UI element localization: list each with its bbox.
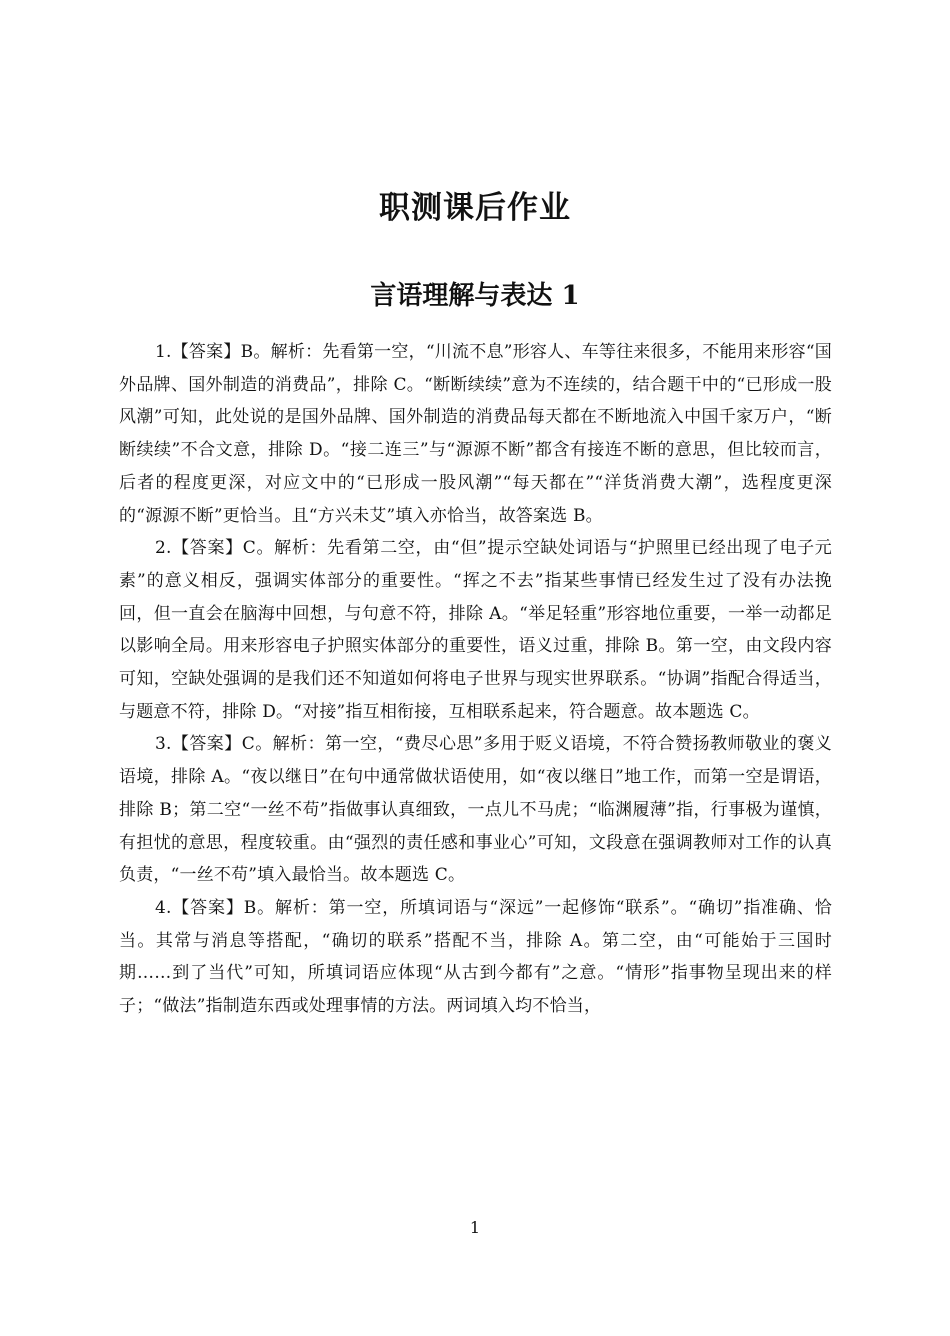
page-number: 1 xyxy=(469,1218,481,1237)
answer-paragraph-4: 4.【答案】B。解析：第一空，所填词语与“深远”一起修饰“联系”。“确切”指准确、恰当。其常与消息等搭配，“确切的联系”搭配不当，排除 A。第二空，由“可能始于三国时期……到了当代”可知，所填词语应体现“从古到今都有”之意。“情形”指事物呈现出来的样子；“做法”指制造东西或处理事情的方法。两词填入均不恰当， xyxy=(119,897,832,1017)
section-subtitle: 言语理解与表达 1 xyxy=(370,281,580,311)
answer-list xyxy=(119,336,832,1023)
answer-paragraph-3: 3.【答案】C。解析：第一空，“费尽心思”多用于贬义语境，不符合赞扬教师敬业的褒义语境，排除 A。“夜以继日”在句中通常做状语使用，如“夜以继日”地工作，而第一空是谓语，排除 B；第二空“一丝不苟”指做事认真细致，一点儿不马虎；“临渊履薄”指，行事极为谨慎，有担忧的意思，程度较重。由“强烈的责任感和事业心”可知，文段意在强调教师对工作的认真负责，“一丝不苟”填入最恰当。故本题选 C。 xyxy=(119,734,832,886)
answer-paragraph-2: 2.【答案】C。解析：先看第二空，由“但”提示空缺处词语与“护照里已经出现了电子元素”的意义相反，强调实体部分的重要性。“挥之不去”指某些事情已经发生过了没有办法挽回，但一直会在脑海中回想，与句意不符，排除 A。“举足轻重”形容地位重要，一举一动都足以影响全局。用来形容电子护照实体部分的重要性，语义过重，排除 B。第一空，由文段内容可知，空缺处强调的是我们还不知道如何将电子世界与现实世界联系。“协调”指配合得适当，与题意不符，排除 D。“对接”指互相衔接，互相联系起来，符合题意。故本题选 C。 xyxy=(119,538,832,722)
answer-paragraph-1: 1.【答案】B。解析：先看第一空，“川流不息”形容人、车等往来很多，不能用来形容“国外品牌、国外制造的消费品”，排除 C。“断断续续”意为不连续的，结合题干中的“已形成一股风潮”可知，此处说的是国外品牌、国外制造的消费品每天都在不断地流入中国千家万户，“断断续续”不合文意，排除 D。“接二连三”与“源源不断”都含有接连不断的意思，但比较而言，后者的程度更深，对应文中的“已形成一股风潮”“每天都在”“洋货消费大潮”，选程度更深的“源源不断”更恰当。且“方兴未艾”填入亦恰当，故答案选 B。 xyxy=(119,342,832,526)
document-title: 职测课后作业 xyxy=(379,190,571,226)
